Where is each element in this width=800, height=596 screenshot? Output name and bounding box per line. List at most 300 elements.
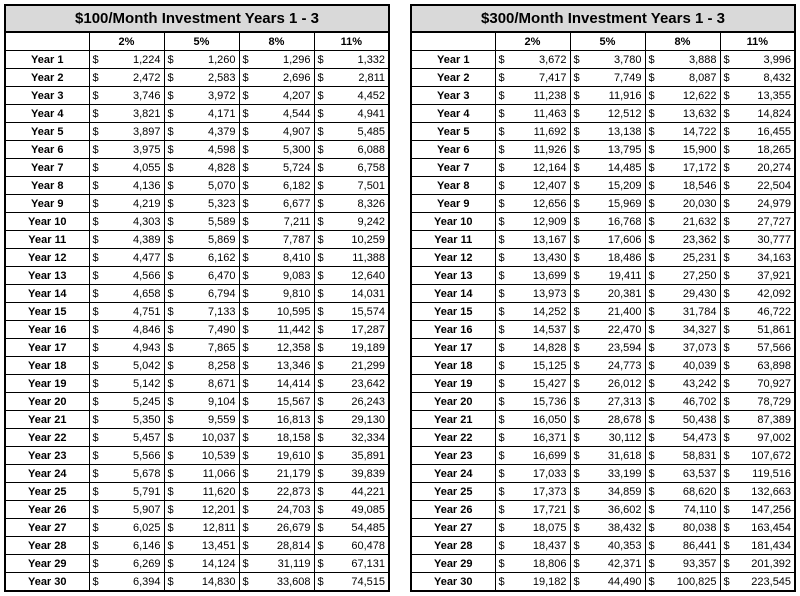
table-row xyxy=(5,141,389,159)
currency-symbol: $ xyxy=(495,177,510,195)
value-cell: 68,620 xyxy=(660,483,720,501)
value-cell: 40,039 xyxy=(660,357,720,375)
value-cell: 74,515 xyxy=(329,573,389,592)
currency-symbol: $ xyxy=(314,483,329,501)
currency-symbol: $ xyxy=(570,501,585,519)
currency-symbol: $ xyxy=(570,213,585,231)
value-cell: 4,751 xyxy=(104,303,164,321)
value-cell: 3,897 xyxy=(104,123,164,141)
value-cell: 4,907 xyxy=(254,123,314,141)
currency-symbol: $ xyxy=(570,105,585,123)
value-cell: 19,411 xyxy=(585,267,645,285)
table-row xyxy=(411,159,795,177)
column-header: 2% xyxy=(89,32,164,51)
currency-symbol: $ xyxy=(720,519,735,537)
table-row xyxy=(411,321,795,339)
value-cell: 17,033 xyxy=(510,465,570,483)
currency-symbol: $ xyxy=(645,87,660,105)
currency-symbol: $ xyxy=(495,465,510,483)
value-cell: 8,326 xyxy=(329,195,389,213)
year-label: Year 23 xyxy=(5,447,89,465)
currency-symbol: $ xyxy=(570,555,585,573)
currency-symbol: $ xyxy=(164,213,179,231)
value-cell: 15,567 xyxy=(254,393,314,411)
currency-symbol: $ xyxy=(495,555,510,573)
value-cell: 10,259 xyxy=(329,231,389,249)
value-cell: 54,473 xyxy=(660,429,720,447)
year-label: Year 3 xyxy=(411,87,495,105)
currency-symbol: $ xyxy=(495,483,510,501)
year-label: Year 28 xyxy=(411,537,495,555)
value-cell: 20,274 xyxy=(735,159,795,177)
column-header: 2% xyxy=(495,32,570,51)
table-row xyxy=(5,447,389,465)
value-cell: 6,146 xyxy=(104,537,164,555)
currency-symbol: $ xyxy=(239,267,254,285)
currency-symbol: $ xyxy=(495,357,510,375)
currency-symbol: $ xyxy=(164,105,179,123)
value-cell: 15,427 xyxy=(510,375,570,393)
value-cell: 21,400 xyxy=(585,303,645,321)
value-cell: 5,589 xyxy=(179,213,239,231)
currency-symbol: $ xyxy=(720,483,735,501)
currency-symbol: $ xyxy=(645,69,660,87)
table-row xyxy=(5,483,389,501)
currency-symbol: $ xyxy=(720,285,735,303)
currency-symbol: $ xyxy=(239,51,254,69)
currency-symbol: $ xyxy=(570,123,585,141)
year-label: Year 29 xyxy=(411,555,495,573)
currency-symbol: $ xyxy=(314,447,329,465)
currency-symbol: $ xyxy=(314,213,329,231)
value-cell: 28,814 xyxy=(254,537,314,555)
currency-symbol: $ xyxy=(495,573,510,592)
currency-symbol: $ xyxy=(645,141,660,159)
currency-symbol: $ xyxy=(570,519,585,537)
year-label: Year 22 xyxy=(411,429,495,447)
value-cell: 34,859 xyxy=(585,483,645,501)
value-cell: 5,350 xyxy=(104,411,164,429)
year-label: Year 30 xyxy=(5,573,89,592)
year-label: Year 24 xyxy=(411,465,495,483)
value-cell: 5,485 xyxy=(329,123,389,141)
value-cell: 23,594 xyxy=(585,339,645,357)
value-cell: 3,888 xyxy=(660,51,720,69)
currency-symbol: $ xyxy=(645,447,660,465)
value-cell: 29,430 xyxy=(660,285,720,303)
value-cell: 34,327 xyxy=(660,321,720,339)
value-cell: 14,824 xyxy=(735,105,795,123)
currency-symbol: $ xyxy=(89,285,104,303)
value-cell: 2,472 xyxy=(104,69,164,87)
currency-symbol: $ xyxy=(720,339,735,357)
currency-symbol: $ xyxy=(720,375,735,393)
currency-symbol: $ xyxy=(314,105,329,123)
currency-symbol: $ xyxy=(495,537,510,555)
value-cell: 6,758 xyxy=(329,159,389,177)
currency-symbol: $ xyxy=(645,159,660,177)
currency-symbol: $ xyxy=(89,555,104,573)
currency-symbol: $ xyxy=(645,195,660,213)
currency-symbol: $ xyxy=(495,393,510,411)
value-cell: 21,299 xyxy=(329,357,389,375)
year-label: Year 6 xyxy=(5,141,89,159)
value-cell: 5,142 xyxy=(104,375,164,393)
currency-symbol: $ xyxy=(720,447,735,465)
table-row xyxy=(5,213,389,231)
currency-symbol: $ xyxy=(89,375,104,393)
currency-symbol: $ xyxy=(720,177,735,195)
value-cell: 4,171 xyxy=(179,105,239,123)
corner-cell xyxy=(411,32,495,51)
currency-symbol: $ xyxy=(570,69,585,87)
currency-symbol: $ xyxy=(164,51,179,69)
currency-symbol: $ xyxy=(720,393,735,411)
year-label: Year 13 xyxy=(411,267,495,285)
currency-symbol: $ xyxy=(645,267,660,285)
value-cell: 16,371 xyxy=(510,429,570,447)
currency-symbol: $ xyxy=(314,267,329,285)
currency-symbol: $ xyxy=(495,519,510,537)
value-cell: 5,724 xyxy=(254,159,314,177)
value-cell: 25,231 xyxy=(660,249,720,267)
currency-symbol: $ xyxy=(570,573,585,592)
year-label: Year 29 xyxy=(5,555,89,573)
currency-symbol: $ xyxy=(495,51,510,69)
value-cell: 22,504 xyxy=(735,177,795,195)
value-cell: 27,727 xyxy=(735,213,795,231)
currency-symbol: $ xyxy=(570,375,585,393)
currency-symbol: $ xyxy=(239,447,254,465)
currency-symbol: $ xyxy=(645,249,660,267)
value-cell: 6,677 xyxy=(254,195,314,213)
table-row xyxy=(5,51,389,69)
value-cell: 33,199 xyxy=(585,465,645,483)
value-cell: 16,768 xyxy=(585,213,645,231)
currency-symbol: $ xyxy=(570,339,585,357)
currency-symbol: $ xyxy=(314,69,329,87)
value-cell: 7,865 xyxy=(179,339,239,357)
table-row xyxy=(411,555,795,573)
currency-symbol: $ xyxy=(645,123,660,141)
year-label: Year 25 xyxy=(5,483,89,501)
currency-symbol: $ xyxy=(570,51,585,69)
table-row xyxy=(411,213,795,231)
value-cell: 13,699 xyxy=(510,267,570,285)
currency-symbol: $ xyxy=(570,303,585,321)
currency-symbol: $ xyxy=(314,87,329,105)
table-row xyxy=(5,519,389,537)
value-cell: 14,031 xyxy=(329,285,389,303)
currency-symbol: $ xyxy=(314,195,329,213)
value-cell: 4,544 xyxy=(254,105,314,123)
table-row xyxy=(411,465,795,483)
currency-symbol: $ xyxy=(495,411,510,429)
value-cell: 63,898 xyxy=(735,357,795,375)
currency-symbol: $ xyxy=(570,195,585,213)
value-cell: 3,972 xyxy=(179,87,239,105)
value-cell: 26,243 xyxy=(329,393,389,411)
value-cell: 6,794 xyxy=(179,285,239,303)
currency-symbol: $ xyxy=(720,501,735,519)
currency-symbol: $ xyxy=(314,321,329,339)
currency-symbol: $ xyxy=(495,231,510,249)
value-cell: 20,381 xyxy=(585,285,645,303)
currency-symbol: $ xyxy=(89,429,104,447)
currency-symbol: $ xyxy=(239,501,254,519)
currency-symbol: $ xyxy=(89,339,104,357)
table-row xyxy=(5,573,389,592)
table-row xyxy=(411,483,795,501)
table-row xyxy=(411,195,795,213)
currency-symbol: $ xyxy=(314,123,329,141)
currency-symbol: $ xyxy=(89,573,104,592)
year-label: Year 19 xyxy=(411,375,495,393)
currency-symbol: $ xyxy=(239,69,254,87)
currency-symbol: $ xyxy=(495,339,510,357)
value-cell: 20,030 xyxy=(660,195,720,213)
table-row xyxy=(411,303,795,321)
currency-symbol: $ xyxy=(645,285,660,303)
value-cell: 5,791 xyxy=(104,483,164,501)
table-row xyxy=(5,177,389,195)
value-cell: 44,221 xyxy=(329,483,389,501)
value-cell: 67,131 xyxy=(329,555,389,573)
year-label: Year 22 xyxy=(5,429,89,447)
currency-symbol: $ xyxy=(314,411,329,429)
currency-symbol: $ xyxy=(495,69,510,87)
currency-symbol: $ xyxy=(164,231,179,249)
value-cell: 9,242 xyxy=(329,213,389,231)
value-cell: 28,678 xyxy=(585,411,645,429)
currency-symbol: $ xyxy=(239,393,254,411)
value-cell: 15,125 xyxy=(510,357,570,375)
value-cell: 3,996 xyxy=(735,51,795,69)
currency-symbol: $ xyxy=(239,195,254,213)
value-cell: 49,085 xyxy=(329,501,389,519)
currency-symbol: $ xyxy=(570,177,585,195)
currency-symbol: $ xyxy=(720,573,735,592)
currency-symbol: $ xyxy=(314,393,329,411)
currency-symbol: $ xyxy=(570,159,585,177)
currency-symbol: $ xyxy=(89,537,104,555)
currency-symbol: $ xyxy=(164,303,179,321)
currency-symbol: $ xyxy=(645,177,660,195)
currency-symbol: $ xyxy=(164,537,179,555)
year-label: Year 10 xyxy=(5,213,89,231)
year-label: Year 4 xyxy=(5,105,89,123)
table-row xyxy=(411,231,795,249)
value-cell: 63,537 xyxy=(660,465,720,483)
value-cell: 5,070 xyxy=(179,177,239,195)
currency-symbol: $ xyxy=(645,321,660,339)
year-label: Year 5 xyxy=(411,123,495,141)
value-cell: 10,539 xyxy=(179,447,239,465)
value-cell: 4,389 xyxy=(104,231,164,249)
value-cell: 13,346 xyxy=(254,357,314,375)
column-header: 11% xyxy=(720,32,795,51)
currency-symbol: $ xyxy=(495,375,510,393)
value-cell: 107,672 xyxy=(735,447,795,465)
currency-symbol: $ xyxy=(720,249,735,267)
value-cell: 223,545 xyxy=(735,573,795,592)
currency-symbol: $ xyxy=(164,339,179,357)
value-cell: 119,516 xyxy=(735,465,795,483)
table-row xyxy=(5,123,389,141)
value-cell: 11,238 xyxy=(510,87,570,105)
value-cell: 26,012 xyxy=(585,375,645,393)
currency-symbol: $ xyxy=(314,465,329,483)
value-cell: 11,916 xyxy=(585,87,645,105)
year-label: Year 9 xyxy=(5,195,89,213)
value-cell: 18,546 xyxy=(660,177,720,195)
table-row xyxy=(411,375,795,393)
table-row xyxy=(5,357,389,375)
currency-symbol: $ xyxy=(239,339,254,357)
table-row xyxy=(411,177,795,195)
value-cell: 16,455 xyxy=(735,123,795,141)
table-row xyxy=(5,537,389,555)
currency-symbol: $ xyxy=(164,69,179,87)
value-cell: 8,671 xyxy=(179,375,239,393)
currency-symbol: $ xyxy=(89,105,104,123)
currency-symbol: $ xyxy=(164,501,179,519)
value-cell: 4,379 xyxy=(179,123,239,141)
value-cell: 1,332 xyxy=(329,51,389,69)
value-cell: 31,784 xyxy=(660,303,720,321)
value-cell: 9,559 xyxy=(179,411,239,429)
column-header: 5% xyxy=(164,32,239,51)
value-cell: 43,242 xyxy=(660,375,720,393)
currency-symbol: $ xyxy=(720,465,735,483)
value-cell: 31,618 xyxy=(585,447,645,465)
value-cell: 12,512 xyxy=(585,105,645,123)
value-cell: 44,490 xyxy=(585,573,645,592)
currency-symbol: $ xyxy=(314,339,329,357)
currency-symbol: $ xyxy=(164,519,179,537)
currency-symbol: $ xyxy=(495,213,510,231)
value-cell: 15,969 xyxy=(585,195,645,213)
currency-symbol: $ xyxy=(164,177,179,195)
table-row xyxy=(411,105,795,123)
year-label: Year 20 xyxy=(411,393,495,411)
year-label: Year 11 xyxy=(411,231,495,249)
value-cell: 60,478 xyxy=(329,537,389,555)
value-cell: 11,388 xyxy=(329,249,389,267)
column-header-row xyxy=(411,32,795,51)
value-cell: 12,164 xyxy=(510,159,570,177)
currency-symbol: $ xyxy=(89,69,104,87)
currency-symbol: $ xyxy=(239,303,254,321)
currency-symbol: $ xyxy=(164,159,179,177)
value-cell: 147,256 xyxy=(735,501,795,519)
value-cell: 35,891 xyxy=(329,447,389,465)
currency-symbol: $ xyxy=(164,465,179,483)
currency-symbol: $ xyxy=(720,141,735,159)
year-label: Year 24 xyxy=(5,465,89,483)
value-cell: 1,260 xyxy=(179,51,239,69)
value-cell: 2,583 xyxy=(179,69,239,87)
currency-symbol: $ xyxy=(645,339,660,357)
currency-symbol: $ xyxy=(645,573,660,592)
currency-symbol: $ xyxy=(495,429,510,447)
currency-symbol: $ xyxy=(495,87,510,105)
table-row xyxy=(5,267,389,285)
year-label: Year 15 xyxy=(411,303,495,321)
value-cell: 17,373 xyxy=(510,483,570,501)
currency-symbol: $ xyxy=(89,357,104,375)
value-cell: 5,907 xyxy=(104,501,164,519)
column-header: 8% xyxy=(645,32,720,51)
currency-symbol: $ xyxy=(570,285,585,303)
currency-symbol: $ xyxy=(314,537,329,555)
currency-symbol: $ xyxy=(89,249,104,267)
table-row xyxy=(411,519,795,537)
table-row xyxy=(5,393,389,411)
currency-symbol: $ xyxy=(645,555,660,573)
value-cell: 16,813 xyxy=(254,411,314,429)
table-row xyxy=(411,501,795,519)
currency-symbol: $ xyxy=(239,123,254,141)
currency-symbol: $ xyxy=(164,249,179,267)
left-investment-table-container xyxy=(4,4,388,592)
value-cell: 6,182 xyxy=(254,177,314,195)
value-cell: 5,042 xyxy=(104,357,164,375)
currency-symbol: $ xyxy=(645,213,660,231)
currency-symbol: $ xyxy=(239,249,254,267)
currency-symbol: $ xyxy=(239,573,254,592)
value-cell: 14,124 xyxy=(179,555,239,573)
value-cell: 1,296 xyxy=(254,51,314,69)
table-row xyxy=(411,123,795,141)
currency-symbol: $ xyxy=(495,195,510,213)
currency-symbol: $ xyxy=(720,357,735,375)
value-cell: 97,002 xyxy=(735,429,795,447)
currency-symbol: $ xyxy=(495,249,510,267)
value-cell: 18,486 xyxy=(585,249,645,267)
value-cell: 17,172 xyxy=(660,159,720,177)
value-cell: 7,787 xyxy=(254,231,314,249)
table-row xyxy=(411,411,795,429)
currency-symbol: $ xyxy=(89,195,104,213)
currency-symbol: $ xyxy=(645,357,660,375)
currency-symbol: $ xyxy=(645,303,660,321)
currency-symbol: $ xyxy=(720,537,735,555)
currency-symbol: $ xyxy=(720,555,735,573)
currency-symbol: $ xyxy=(720,231,735,249)
value-cell: 5,457 xyxy=(104,429,164,447)
currency-symbol: $ xyxy=(239,429,254,447)
currency-symbol: $ xyxy=(720,159,735,177)
value-cell: 13,632 xyxy=(660,105,720,123)
currency-symbol: $ xyxy=(495,321,510,339)
currency-symbol: $ xyxy=(720,51,735,69)
value-cell: 4,943 xyxy=(104,339,164,357)
value-cell: 6,162 xyxy=(179,249,239,267)
year-label: Year 18 xyxy=(5,357,89,375)
currency-symbol: $ xyxy=(239,465,254,483)
currency-symbol: $ xyxy=(89,87,104,105)
currency-symbol: $ xyxy=(164,447,179,465)
currency-symbol: $ xyxy=(570,465,585,483)
table-row xyxy=(5,69,389,87)
currency-symbol: $ xyxy=(495,141,510,159)
currency-symbol: $ xyxy=(89,465,104,483)
currency-symbol: $ xyxy=(570,267,585,285)
year-label: Year 2 xyxy=(411,69,495,87)
year-label: Year 17 xyxy=(411,339,495,357)
currency-symbol: $ xyxy=(239,231,254,249)
